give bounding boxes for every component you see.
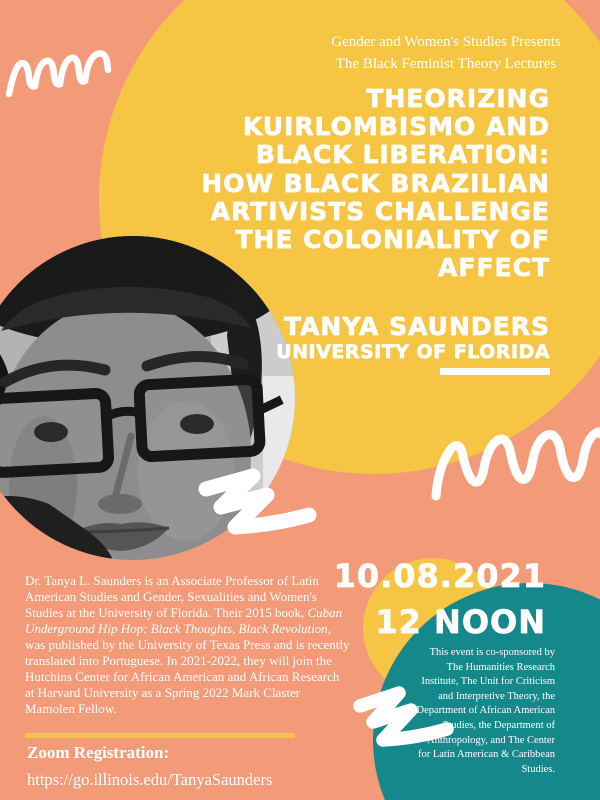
bio-book-title: Cuban Underground Hip Hop: Black Thoughts, Black Revolution xyxy=(25,605,343,636)
title-line: BLACK LIBERATION: xyxy=(255,140,550,170)
registration-divider xyxy=(25,733,295,738)
bio-text-after: , was published by the University of Texas Press and is recently translated into Portuguese. In 2021-2022, they will join the Hutchins Center for African American and African Research at Harvard University as a Spring 2022 Mark Claster Mamolen Fellow. xyxy=(25,621,350,716)
speaker-bio xyxy=(25,573,351,717)
wave-squiggle-right-icon xyxy=(430,428,600,503)
series-header-line1: Gender and Women's Studies Presents xyxy=(331,34,561,50)
lecture-title xyxy=(201,85,550,282)
title-line: KUIRLOMBISMO AND xyxy=(242,112,550,142)
event-time: 12 NOON xyxy=(375,603,546,641)
series-header xyxy=(305,32,587,75)
title-line: THE COLONIALITY OF xyxy=(235,225,550,255)
event-datetime xyxy=(334,553,546,645)
registration-link[interactable]: https://go.illinois.edu/TanyaSaunders xyxy=(27,770,273,789)
underline-bar xyxy=(440,368,550,375)
speaker-name: TANYA SAUNDERS xyxy=(283,312,550,341)
speaker-affiliation: UNIVERSITY OF FLORIDA xyxy=(276,341,550,363)
zigzag-scribble-photo-icon xyxy=(193,463,318,543)
title-line: AFFECT xyxy=(438,253,550,283)
title-line: ARTIVISTS CHALLENGE xyxy=(210,196,550,226)
sponsors-text: This event is co-sponsored by The Humanities Research Institute, The Unit for Criticism and Interpretive Theory, the Department of African American Studies, the Department of Anthropology, and The Center for Latin American & Caribbean Studies. xyxy=(416,647,555,775)
title-line: HOW BLACK BRAZILIAN xyxy=(201,168,550,198)
wave-squiggle-top-left-icon xyxy=(5,48,115,103)
event-date: 10.08.2021 xyxy=(333,557,546,595)
bio-text-before: Dr. Tanya L. Saunders is an Associate Professor of Latin American Studies and Gender, Sexualities and Women's Studies at the University of Florida. Their 2015 book, xyxy=(25,573,319,620)
series-header-line2: The Black Feminist Theory Lectures xyxy=(335,55,557,72)
registration-label: Zoom Registration: xyxy=(27,743,170,762)
title-line: THEORIZING xyxy=(366,84,550,113)
